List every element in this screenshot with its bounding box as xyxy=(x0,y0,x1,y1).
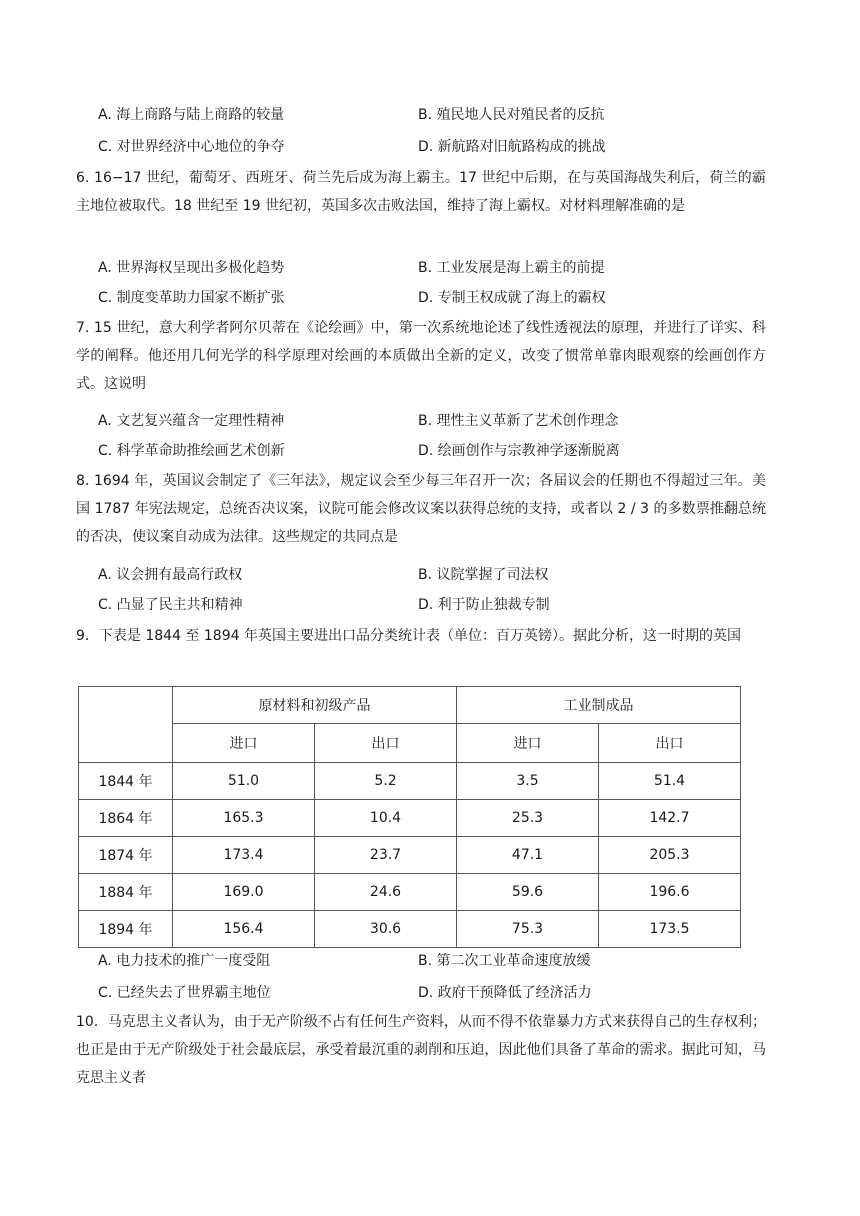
subheader-mfg-import: 进口 xyxy=(457,724,599,763)
table-row xyxy=(79,911,741,948)
q9-option-d[interactable]: D. 政府干预降低了经济活力 xyxy=(418,985,592,1001)
q7-option-c[interactable]: C. 科学革命助推绘画艺术创新 xyxy=(98,443,285,459)
table-header-row xyxy=(79,687,741,724)
q9-options-row-2 xyxy=(98,982,798,1004)
question-10 xyxy=(76,1008,766,1092)
cell-mfg-export: 205.3 xyxy=(599,837,741,874)
cell-mfg-export: 173.5 xyxy=(599,911,741,948)
question-9 xyxy=(76,622,766,650)
subheader-raw-import: 进口 xyxy=(173,724,315,763)
table-row xyxy=(79,800,741,837)
question-6-stem: 6. 16−17 世纪，葡萄牙、西班牙、荷兰先后成为海上霸主。17 世纪中后期，在与英国海战失利后，荷兰的霸主地位被取代。18 世纪至 19 世纪初，英国多次击败法国，维持了海上霸权。对材料理解准确的是 xyxy=(76,170,766,214)
cell-mfg-import: 75.3 xyxy=(457,911,599,948)
row-year: 1864 年 xyxy=(79,800,173,837)
q7-options-row-2 xyxy=(98,440,798,462)
table-row xyxy=(79,837,741,874)
table-subheader-row xyxy=(79,724,741,763)
cell-raw-import: 51.0 xyxy=(173,763,315,800)
table-row xyxy=(79,763,741,800)
q5-option-a[interactable]: A. 海上商路与陆上商路的较量 xyxy=(98,107,285,123)
q7-option-b[interactable]: B. 理性主义革新了艺术创作理念 xyxy=(418,413,619,429)
q5-options-row-1 xyxy=(98,104,798,126)
q6-option-b[interactable]: B. 工业发展是海上霸主的前提 xyxy=(418,260,605,276)
q6-options-row-1 xyxy=(98,257,798,279)
header-raw-materials: 原材料和初级产品 xyxy=(173,687,457,724)
cell-raw-export: 23.7 xyxy=(315,837,457,874)
cell-mfg-export: 142.7 xyxy=(599,800,741,837)
row-year: 1874 年 xyxy=(79,837,173,874)
q8-option-a[interactable]: A. 议会拥有最高行政权 xyxy=(98,567,243,583)
q5-option-d[interactable]: D. 新航路对旧航路构成的挑战 xyxy=(418,139,606,155)
q6-option-c[interactable]: C. 制度变革助力国家不断扩张 xyxy=(98,290,285,306)
q8-option-d[interactable]: D. 利于防止独裁专制 xyxy=(418,597,550,613)
q6-option-a[interactable]: A. 世界海权呈现出多极化趋势 xyxy=(98,260,285,276)
table-corner-cell xyxy=(79,687,173,763)
cell-mfg-import: 47.1 xyxy=(457,837,599,874)
q7-options-row-1 xyxy=(98,410,798,432)
cell-raw-export: 30.6 xyxy=(315,911,457,948)
cell-mfg-export: 196.6 xyxy=(599,874,741,911)
row-year: 1894 年 xyxy=(79,911,173,948)
row-year: 1884 年 xyxy=(79,874,173,911)
q7-option-a[interactable]: A. 文艺复兴蕴含一定理性精神 xyxy=(98,413,285,429)
question-8 xyxy=(76,467,766,551)
header-manufactured-goods: 工业制成品 xyxy=(457,687,741,724)
q9-option-c[interactable]: C. 已经失去了世界霸主地位 xyxy=(98,985,271,1001)
cell-raw-export: 10.4 xyxy=(315,800,457,837)
cell-raw-export: 24.6 xyxy=(315,874,457,911)
q8-options-row-2 xyxy=(98,594,798,616)
q5-option-b[interactable]: B. 殖民地人民对殖民者的反抗 xyxy=(418,107,605,123)
q8-option-c[interactable]: C. 凸显了民主共和精神 xyxy=(98,597,243,613)
cell-raw-import: 165.3 xyxy=(173,800,315,837)
q9-option-b[interactable]: B. 第二次工业革命速度放缓 xyxy=(418,953,591,969)
row-year: 1844 年 xyxy=(79,763,173,800)
question-8-stem: 8. 1694 年，英国议会制定了《三年法》，规定议会至少每三年召开一次；各届议会的任期也不得超过三年。美国 1787 年宪法规定，总统否决议案，议院可能会修改议案以获得总统的支持，或者以 2 / 3 的多数票推翻总统的否决，使议案自动成为法律。这些规定的共同点是 xyxy=(76,473,766,545)
cell-raw-export: 5.2 xyxy=(315,763,457,800)
cell-mfg-import: 25.3 xyxy=(457,800,599,837)
q6-options-row-2 xyxy=(98,287,798,309)
q5-options-row-2 xyxy=(98,136,798,158)
trade-statistics-table xyxy=(78,686,741,948)
q5-option-c[interactable]: C. 对世界经济中心地位的争夺 xyxy=(98,139,285,155)
q6-option-d[interactable]: D. 专制王权成就了海上的霸权 xyxy=(418,290,606,306)
cell-raw-import: 173.4 xyxy=(173,837,315,874)
q7-option-d[interactable]: D. 绘画创作与宗教神学逐渐脱离 xyxy=(418,443,620,459)
question-9-stem: 9．下表是 1844 至 1894 年英国主要进出口品分类统计表（单位：百万英镑）。据此分析，这一时期的英国 xyxy=(76,628,741,644)
cell-raw-import: 169.0 xyxy=(173,874,315,911)
table-row xyxy=(79,874,741,911)
q8-options-row-1 xyxy=(98,564,798,586)
q9-option-a[interactable]: A. 电力技术的推广一度受阻 xyxy=(98,953,271,969)
cell-raw-import: 156.4 xyxy=(173,911,315,948)
cell-mfg-export: 51.4 xyxy=(599,763,741,800)
cell-mfg-import: 3.5 xyxy=(457,763,599,800)
q8-option-b[interactable]: B. 议院掌握了司法权 xyxy=(418,567,549,583)
cell-mfg-import: 59.6 xyxy=(457,874,599,911)
question-10-stem: 10．马克思主义者认为，由于无产阶级不占有任何生产资料，从而不得不依靠暴力方式来获得自己的生存权利；也正是由于无产阶级处于社会最底层，承受着最沉重的剥削和压迫，因此他们具备了革命的需求。据此可知，马克思主义者 xyxy=(76,1014,766,1086)
question-7-stem: 7. 15 世纪，意大利学者阿尔贝蒂在《论绘画》中，第一次系统地论述了线性透视法的原理，并进行了详实、科学的阐释。他还用几何光学的科学原理对绘画的本质做出全新的定义，改变了惯常单靠肉眼观察的绘画创作方式。这说明 xyxy=(76,320,766,392)
subheader-mfg-export: 出口 xyxy=(599,724,741,763)
subheader-raw-export: 出口 xyxy=(315,724,457,763)
q9-options-row-1 xyxy=(98,950,798,972)
question-6 xyxy=(76,164,766,220)
question-7 xyxy=(76,314,766,398)
